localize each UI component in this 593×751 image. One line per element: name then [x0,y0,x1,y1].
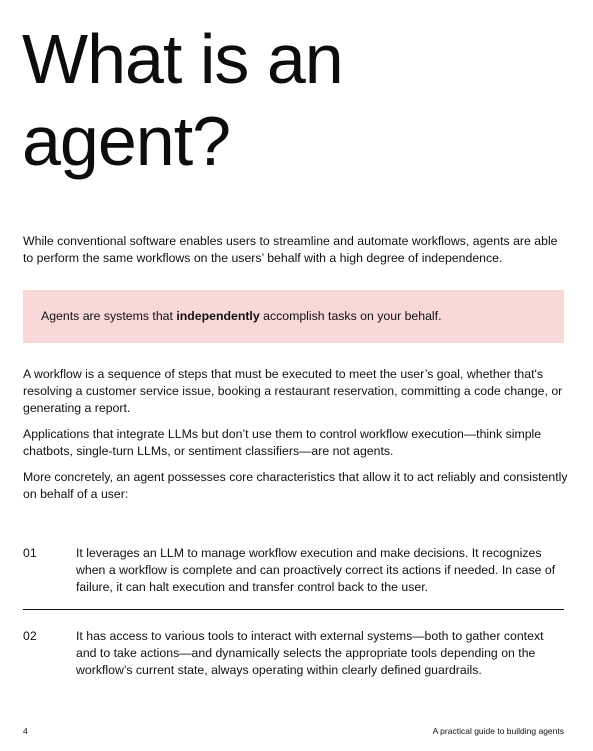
definition-callout [23,290,564,343]
page-title [22,18,343,182]
characteristic-text: It leverages an LLM to manage workflow execution and make decisions. It recognizes when a workflow is complete and can proactively correct its actions if needed. In case of failure, it can halt execution and transfer control back to the user. [76,546,556,594]
page-number: 4 [23,726,28,736]
callout-text-before: Agents are systems that [41,309,177,323]
callout-text-after: accomplish tasks on your behalf. [259,309,442,323]
characteristic-text: It has access to various tools to interact with external systems—both to gather context and to take actions—and dynamically selects the appropriate tools depending on the workflow’s current state, always operating within clearly defined guardrails. [76,629,544,677]
characteristic-number: 01 [23,546,37,560]
page-title-line-2: agent? [22,102,231,180]
callout-emphasis: independently [176,309,260,323]
workflow-definition-paragraph: A workflow is a sequence of steps that must be executed to meet the user’s goal, whether that's resolving a customer service issue, booking a restaurant reservation, committing a code change, or generating a report. [23,367,563,415]
page-title-line-1: What is an [22,20,343,98]
footer-document-title: A practical guide to building agents [432,726,564,736]
characteristics-intro-paragraph: More concretely, an agent possesses core characteristics that allow it to act reliably and consistently on behalf of a user: [23,470,568,501]
callout-text [41,308,442,325]
non-agents-paragraph: Applications that integrate LLMs but don’t use them to control workflow execution—think simple chatbots, single-turn LLMs, or sentiment classifiers—are not agents. [23,427,542,458]
intro-paragraph: While conventional software enables users to streamline and automate workflows, agents are able to perform the same workflows on the users’ behalf with a high degree of independence. [23,234,558,265]
divider [23,609,564,610]
characteristic-number: 02 [23,629,37,643]
